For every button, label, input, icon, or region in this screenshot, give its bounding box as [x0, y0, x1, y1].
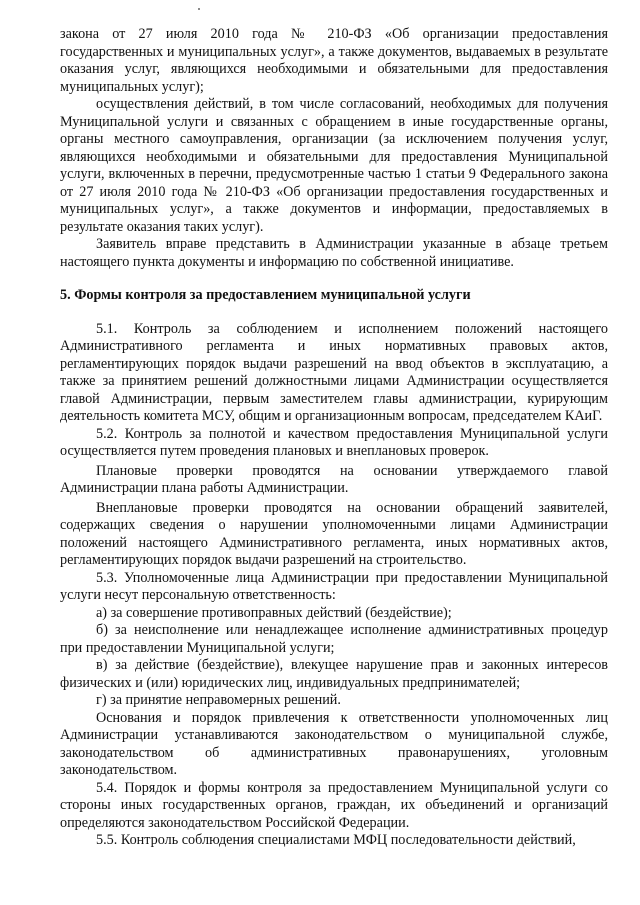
- paragraph-actions: осуществления действий, в том числе согласований, необходимых для получения Муниципальной услуги и связанных с обращением в иные государственные органы, органы местного самоуправления, организации (за исключением получения услуг, являющихся необходимыми и обязательными для предоставления Муниципальной услуги, включенных в перечни, предусмотренные частью 1 статьи 9 Федерального закона от 27 июля 2010 года № 210-ФЗ «Об организации предоставления государственных и муниципальных услуг», а также документов и информации, предоставляемых в результате оказания таких услуг).: [60, 96, 608, 235]
- paragraph-5-4: 5.4. Порядок и формы контроля за предоставлением Муниципальной услуги со стороны иных государственных органов, граждан, их объединений и организаций определяются законодательством Российской Федерации.: [60, 779, 608, 831]
- paragraph-law-reference: закона от 27 июля 2010 года № 210-ФЗ «Об организации предоставления государственных и муниципальных услуг», а также документов, выдаваемых в результате оказания услуг, являющихся необходимыми и обязательными для предоставления муниципальных услуг);: [60, 26, 608, 95]
- paragraph-unplanned-checks: Внеплановые проверки проводятся на основании обращений заявителей, содержащих сведения о нарушении уполномоченными лицами Администрации положений настоящего Административного регламента, иных нормативных актов, регламентирующих порядок выдачи разрешений на строительство.: [60, 499, 608, 568]
- paragraph-liability-grounds: Основания и порядок привлечения к ответственности уполномоченных лиц Администрации устанавливаются законодательством о муниципальной службе, законодательством об административных правонарушениях, уголовным законодательством.: [60, 709, 608, 778]
- paragraph-5-1: 5.1. Контроль за соблюдением и исполнением положений настоящего Административного регламента и иных нормативных правовых актов, регламентирующих порядок выдачи разрешений на ввод объектов в эксплуатацию, а также за принятием решений должностными лицами Администрации осуществляется главой Администрации, первым заместителем главы администрации, курирующим деятельность комитета МСУ, общим и организационным вопросам, председателем КАиГ.: [60, 320, 608, 424]
- paragraph-5-2: 5.2. Контроль за полнотой и качеством предоставления Муниципальной услуги осуществляется путем проведения плановых и внеплановых проверок.: [60, 425, 608, 459]
- list-item-a: а) за совершение противоправных действий (бездействие);: [96, 604, 452, 621]
- paragraph-5-3: 5.3. Уполномоченные лица Администрации при предоставлении Муниципальной услуги несут персональную ответственность:: [60, 569, 608, 603]
- list-item-b: б) за неисполнение или ненадлежащее исполнение административных процедур при предоставлении Муниципальной услуги;: [60, 622, 608, 656]
- document-page: [60, 26, 608, 850]
- section-heading: 5. Формы контроля за предоставлением муниципальной услуги: [60, 287, 471, 303]
- list-item-v: в) за действие (бездействие), влекущее нарушение прав и законных интересов физических и (или) юридических лиц, индивидуальных предпринимателей;: [60, 657, 608, 691]
- paragraph-planned-checks: Плановые проверки проводятся на основании утверждаемого главой Администрации плана работы Администрации.: [60, 462, 608, 496]
- paragraph-5-5: 5.5. Контроль соблюдения специалистами МФЦ последовательности действий,: [96, 832, 576, 848]
- paragraph-applicant-right: Заявитель вправе представить в Администрации указанные в абзаце третьем настоящего пункта документы и информацию по собственной инициативе.: [60, 236, 608, 270]
- list-item-g: г) за принятие неправомерных решений.: [96, 692, 341, 708]
- scan-speck: [198, 8, 200, 10]
